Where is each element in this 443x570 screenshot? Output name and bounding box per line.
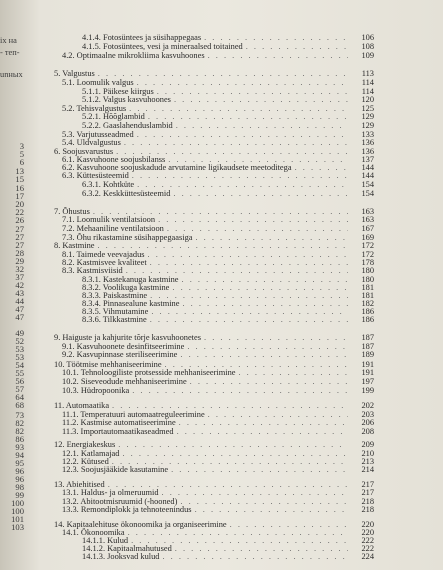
toc-entry-title: 7. Õhustus [54,207,90,216]
toc-entry-page: 137 [361,155,374,164]
toc-entry [82,189,374,199]
toc-entry-page: 214 [361,465,374,474]
toc-entry-page: 224 [361,552,374,561]
dot-leader [162,552,348,562]
toc-entry-page: 144 [361,171,374,180]
left-page-number: 27 [15,232,24,242]
left-page-number: 96 [15,474,24,484]
left-page-number: 27 [15,240,24,250]
toc-entry-title: 8. Kastmine [54,241,95,250]
toc-entry-page: 217 [361,480,374,489]
toc-entry-page: 182 [361,299,374,308]
toc-entry-title: 10.1. Tehnoloogiliste protsesside mehhaniseerimine [62,368,236,377]
left-page-number: 57 [15,384,24,394]
left-page-number: 101 [11,514,24,524]
left-page-number: 55 [15,368,24,378]
toc-entry-title: 14.1.1. Kulud [82,536,129,545]
toc-entry-page: 181 [361,291,374,300]
toc-entry-title: 8.3.6. Tilkkastmine [82,315,147,324]
toc-entry-page: 187 [361,342,374,351]
toc-entry-page: 191 [361,360,374,369]
toc-entry-title: 14. Kapitaalehituse ökonoomika ja organiseerimine [54,520,227,529]
toc-entry-title: 12. Energiakeskus [54,440,116,449]
toc-entry-title: 4.1.5. Fotosüntees, vesi ja mineraalsed toitained [82,42,243,51]
toc-entry-page: 180 [361,275,374,284]
left-page-number: 3 [19,141,24,151]
toc-entry-page: 109 [361,51,374,60]
left-page-number: 29 [15,256,24,266]
toc-entry-page: 220 [361,520,374,529]
toc-entry-title: 9.1. Kasvuhoonete desinfitseerimine [62,342,185,351]
toc-entry-page: 172 [361,241,374,250]
left-page-number: 26 [15,215,24,225]
toc-entry-title: 8.3.3. Paiskastmine [82,291,148,300]
toc-entry-title: 8.3.2. Voolikuga kastmine [82,283,170,292]
left-page-number: 53 [15,352,24,362]
toc-entry-title: 4.1.4. Fotosüntees ja süsihappegaas [82,33,202,42]
toc-entry-title: 8.1. Taimede veevajadus [62,250,145,259]
toc-entry-title: 12.1. Katlamajad [62,449,120,458]
toc-entry-page: 136 [361,147,374,156]
toc-entry-page: 163 [361,207,374,216]
left-page-number: 100 [11,506,24,516]
toc-entry-page: 144 [361,163,374,172]
toc-entry-page: 187 [361,333,374,342]
dot-leader [132,386,348,396]
toc-entry-title: 11.2. Kastmise automatiseerimine [62,418,176,427]
toc-entry-page: 222 [361,536,374,545]
toc-entry-page: 113 [361,69,374,78]
toc-entry-title: 6.1. Kasvuhoone soojusbilanss [62,155,166,164]
toc-entry-page: 167 [361,224,374,233]
toc-entry-title: 14.1. Ökonoomika [62,528,125,537]
left-page-number: 16 [15,183,24,193]
toc-entry-page: 222 [361,544,374,553]
dot-leader [171,465,348,475]
left-page-number: 94 [15,450,24,460]
toc-entry-page: 106 [361,33,374,42]
toc-entry-page: 108 [361,42,374,51]
toc-entry-title: 9.2. Kasvupinnase steriliseerimine [62,350,178,359]
left-page-number: 32 [15,264,24,274]
toc-entry-page: 181 [361,283,374,292]
left-page-number: 5 [19,149,24,159]
left-page-number: 27 [15,224,24,234]
toc-entry-title: 13. Abiehitised [54,480,105,489]
toc-entry-title: 14.1.2. Kapitaalmahutused [82,544,172,553]
toc-entry-title: 11.3. Importautomaatikaseadmed [62,427,174,436]
left-page-number: 43 [15,288,24,298]
toc-entry-page: 163 [361,215,374,224]
toc-entry-page: 114 [361,78,374,87]
left-page-number: 15 [15,174,24,184]
toc-entry-page: 203 [361,410,374,419]
toc-entry-title: 8.3.5. Vihmutamine [82,307,149,316]
toc-entry-page: 220 [361,528,374,537]
left-page-number: 47 [15,304,24,314]
toc-entry-page: 191 [361,368,374,377]
dot-leader [150,315,348,325]
toc-entry-page: 114 [361,87,374,96]
toc-entry-title: 5.1. Loomulik valgus [62,78,134,87]
left-page-number: 73 [15,410,24,420]
left-page-number: 56 [15,376,24,386]
toc-entry-page: 154 [361,180,374,189]
dot-leader [173,189,348,199]
toc-entry-page: 154 [361,189,374,198]
left-page-number: 64 [15,392,24,402]
toc-entry-title: 8.3.1. Kastekanuga kastmine [82,275,179,284]
toc-entry-title: 5.1.1. Päikese kiirgus [82,87,154,96]
left-page-number: 82 [15,426,24,436]
toc-entry-page: 217 [361,488,374,497]
toc-entry-page: 172 [361,250,374,259]
toc-entry-page: 178 [361,258,374,267]
left-page-number: 96 [15,466,24,476]
toc-entry [62,386,374,396]
toc-entry-title: 10. Töötmise mehhaniseerimine [54,360,162,369]
toc-entry-page: 120 [361,95,374,104]
left-page-number: 68 [15,400,24,410]
toc-entry-page: 129 [361,121,374,130]
left-page-number: 100 [11,498,24,508]
toc-entry-page: 180 [361,266,374,275]
left-page-number: 28 [15,248,24,258]
toc-entry-title: 10.2. Siseveodude mehhaniseerimine [62,377,187,386]
toc-entry-title: 5.2.1. Hõõglambid [82,112,145,121]
toc-entry-page: 206 [361,418,374,427]
toc-entry-title: 6.3.1. Kohtküte [82,180,135,189]
left-page-number: 22 [15,207,24,217]
toc-entry-title: 5.1.2. Valgus kasvuhoones [82,95,171,104]
toc-entry-title: 6. Soojusvarustus [54,147,114,156]
toc-entry-title: 14.1.3. Jooksvad kulud [82,552,160,561]
toc-entry-title: 7.1. Loomulik ventilatsioon [62,215,156,224]
left-page-number: 93 [15,442,24,452]
left-page-number: 13 [15,166,24,176]
toc-entry-page: 218 [361,505,374,514]
toc-entry-title: 12.3. Soojusjääkide kasutamine [62,465,169,474]
toc-entry-title: 10.3. Hüdropoonika [62,386,130,395]
toc-entry-title: 6.3. Küttesüsteemid [62,171,129,180]
toc-entry-title: 8.3. Kastmisviisid [62,266,123,275]
toc-entry-title: 12.2. Kütused [62,457,109,466]
dot-leader [195,505,348,515]
dot-leader [177,427,348,437]
toc-entry-title: 7.2. Mehaaniline ventilatsioon [62,224,164,233]
toc-entry-title: 13.2. Abitootmisruumid (-hooned) [62,497,178,506]
toc-entry-title: 7.3. Õhu rikastamine süsihappegaasiga [62,233,193,242]
left-page-number: 54 [15,360,24,370]
toc-entry [62,427,374,437]
toc-entry-page: 186 [361,307,374,316]
toc-entry-page: 202 [361,401,374,410]
left-page-number: 37 [15,272,24,282]
left-page-text-fragment: - теп- [0,48,20,57]
toc-entry-page: 136 [361,138,374,147]
left-page-text-fragment: іх на [0,36,17,45]
toc-entry-title: 6.3.2. Keskküttesüsteemid [82,189,171,198]
toc-entry-page: 209 [361,440,374,449]
toc-entry-page: 208 [361,427,374,436]
toc-entry-title: 11.1. Temperatuuri automaatreguleerimine [62,410,205,419]
left-page-number: 42 [15,280,24,290]
left-page-number: 53 [15,344,24,354]
left-page-number: 20 [15,199,24,209]
toc-entry-page: 125 [361,104,374,113]
toc-entry-title: 5.4. Uldvalgustus [62,138,121,147]
left-page-number: 95 [15,458,24,468]
toc-entry-title: 13.1. Haldus- ja olmeruumid [62,488,159,497]
left-page-number: 17 [15,191,24,201]
left-page-number: 47 [15,312,24,322]
toc-entry-title: 8.3.4. Pinnasealune kastmine [82,299,180,308]
toc-entry [62,350,374,360]
toc-entry-title: 5.3. Varjutusseadmed [62,130,134,139]
toc-entry [62,465,374,475]
toc-entry-page: 169 [361,233,374,242]
toc-entry-title: 13.3. Remondiplokk ja tehnoteenindus [62,505,192,514]
toc-entry [62,51,374,61]
toc-entry-page: 129 [361,112,374,121]
toc-entry-page: 186 [361,315,374,324]
dot-leader [208,51,348,61]
left-page-number: 99 [15,490,24,500]
left-page-number: 49 [15,328,24,338]
left-page-number: 44 [15,296,24,306]
toc-entry-title: 9. Haiguste ja kahjurite tõrje kasvuhoonetes [54,333,201,342]
toc-entry-page: 133 [361,130,374,139]
toc-entry-title: 8.2. Kastmisvee kvaliteet [62,258,147,267]
toc-entry-page: 189 [361,350,374,359]
toc-entry [82,315,374,325]
toc-entry-page: 197 [361,377,374,386]
left-page-number: 98 [15,482,24,492]
toc-entry-page: 213 [361,457,374,466]
toc-entry-title: 4.2. Optimaalne mikrokliima kasvuhoones [62,51,205,60]
toc-entry-title: 5.2. Tehisvalgustus [62,104,127,113]
toc-entry-title: 11. Automaatika [54,401,110,410]
toc-entry-page: 210 [361,449,374,458]
left-page-text-fragment: unных [0,70,23,79]
toc-entry-title: 5. Valgustus [54,69,95,78]
left-page-number: 86 [15,434,24,444]
toc-entry-title: 5.2.2. Gaaslahenduslambid [82,121,173,130]
left-page-number: 52 [15,336,24,346]
left-page-number: 82 [15,418,24,428]
left-page-number: 6 [19,157,24,167]
left-page-number: 103 [11,522,24,532]
toc-entry [82,552,374,562]
left-page-margin [0,0,30,570]
dot-leader [180,350,348,360]
toc-entry-page: 199 [361,386,374,395]
toc-entry-page: 218 [361,497,374,506]
toc-entry [62,505,374,515]
toc-entry-title: 6.2. Kasvuhoone soojuskadude arvutamine ligikaudsete meetoditega [62,163,292,172]
